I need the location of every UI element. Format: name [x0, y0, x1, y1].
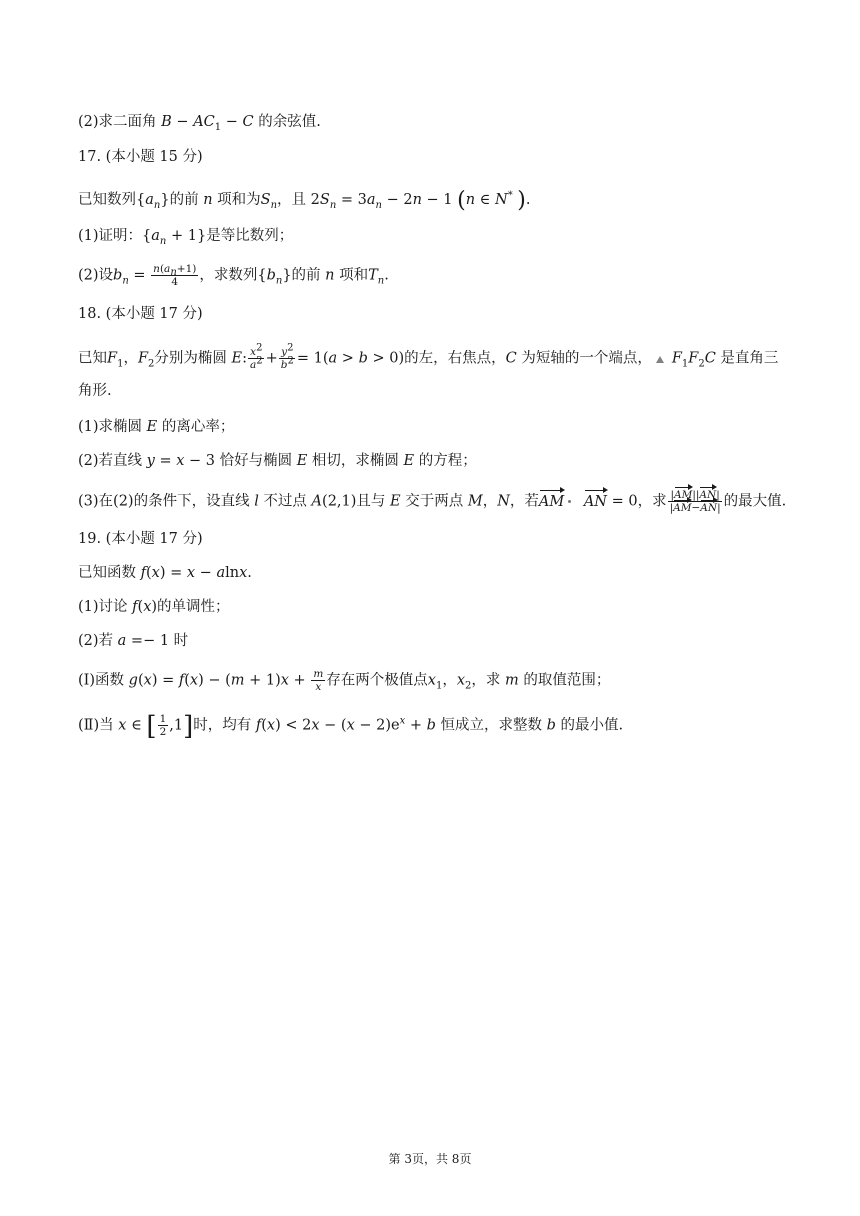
fraction: $\frac{1}{2}$ — [159, 713, 167, 738]
q18-stem-line1: 已知$F_1$，$F_2$分别为椭圆 E: $\frac{x^2}{a^2}$ + $\frac{y^2}{b^2}$ = 1(a > b > 0)的左，右焦点，C 为短轴的一个端点， $F_1F_2C$ 是直角三 — [78, 342, 779, 371]
q19-header: 19. (本小题 17 分) — [78, 531, 203, 547]
dot-product-icon — [568, 500, 571, 503]
q18-stem-line2: 角形. — [78, 383, 112, 399]
q19-stem: 已知函数 f(x) = x − alnx. — [78, 565, 252, 581]
q18-part3: (3)在(2)的条件下，设直线 l 不过点 A(2,1)且与 E 交于两点 M，N，若AM AN = 0，求 $\frac{|AM||AN|}{|AM-AN|}$ 的最大值. — [78, 489, 787, 514]
q17-header: 17. (本小题 15 分) — [78, 149, 203, 165]
fraction: $\frac{n(a_n+1)}{4}$ — [153, 263, 197, 288]
q17-part2: (2)设$b_n$ = $\frac{n(a_n+1)}{4}$ ，求数列$\{b_n\}$的前 n 项和$T_n$. — [78, 263, 389, 288]
fraction: $\frac{m}{x}$ — [313, 668, 324, 693]
q19-sub1: (Ⅰ)函数 g(x) = f(x) − (m + 1)x + $\frac{m}{x}$ 存在两个极值点$x_1$，$x_2$，求 m 的取值范围； — [78, 668, 611, 693]
page-footer: 第 3页，共 8页 — [388, 1152, 472, 1166]
triangle-icon — [656, 356, 664, 363]
q17-stem: 已知数列$\{a_n\}$的前 n 项和为$S_n$，且 $2S_n = 3a_n - 2n - 1$ (n ∈ N* ). — [78, 188, 531, 213]
q16-part2 — [78, 112, 800, 132]
q19-part1: (1)讨论 f(x)的单调性； — [78, 599, 230, 615]
q17-part1: (1)证明：$\{a_n + 1\}$是等比数列； — [78, 228, 294, 247]
fraction: $\frac{x^2}{a^2}$ — [249, 342, 263, 371]
q18-part1: (1)求椭圆 E 的离心率； — [78, 419, 235, 435]
q18-header: 18. (本小题 17 分) — [78, 306, 203, 322]
q19-part2: (2)若 a =− 1 时 — [78, 633, 189, 649]
q19-sub2: (Ⅱ)当 x ∈ [ $\frac{1}{2}$ ,1]时，均有 $f(x) < 2x - (x - 2)e^x + b$ 恒成立，求整数 b 的最小值. — [78, 711, 624, 742]
fraction: $\frac{|AM||AN|}{|AM-AN|}$ — [669, 489, 721, 514]
q18-part2: (2)若直线 y = x − 3 恰好与椭圆 E 相切，求椭圆 E 的方程； — [78, 453, 477, 469]
fraction: $\frac{y^2}{b^2}$ — [280, 342, 294, 371]
q16-part2-text: (2)求二面角 $B - AC_1 - C$ 的余弦值. — [78, 114, 321, 133]
